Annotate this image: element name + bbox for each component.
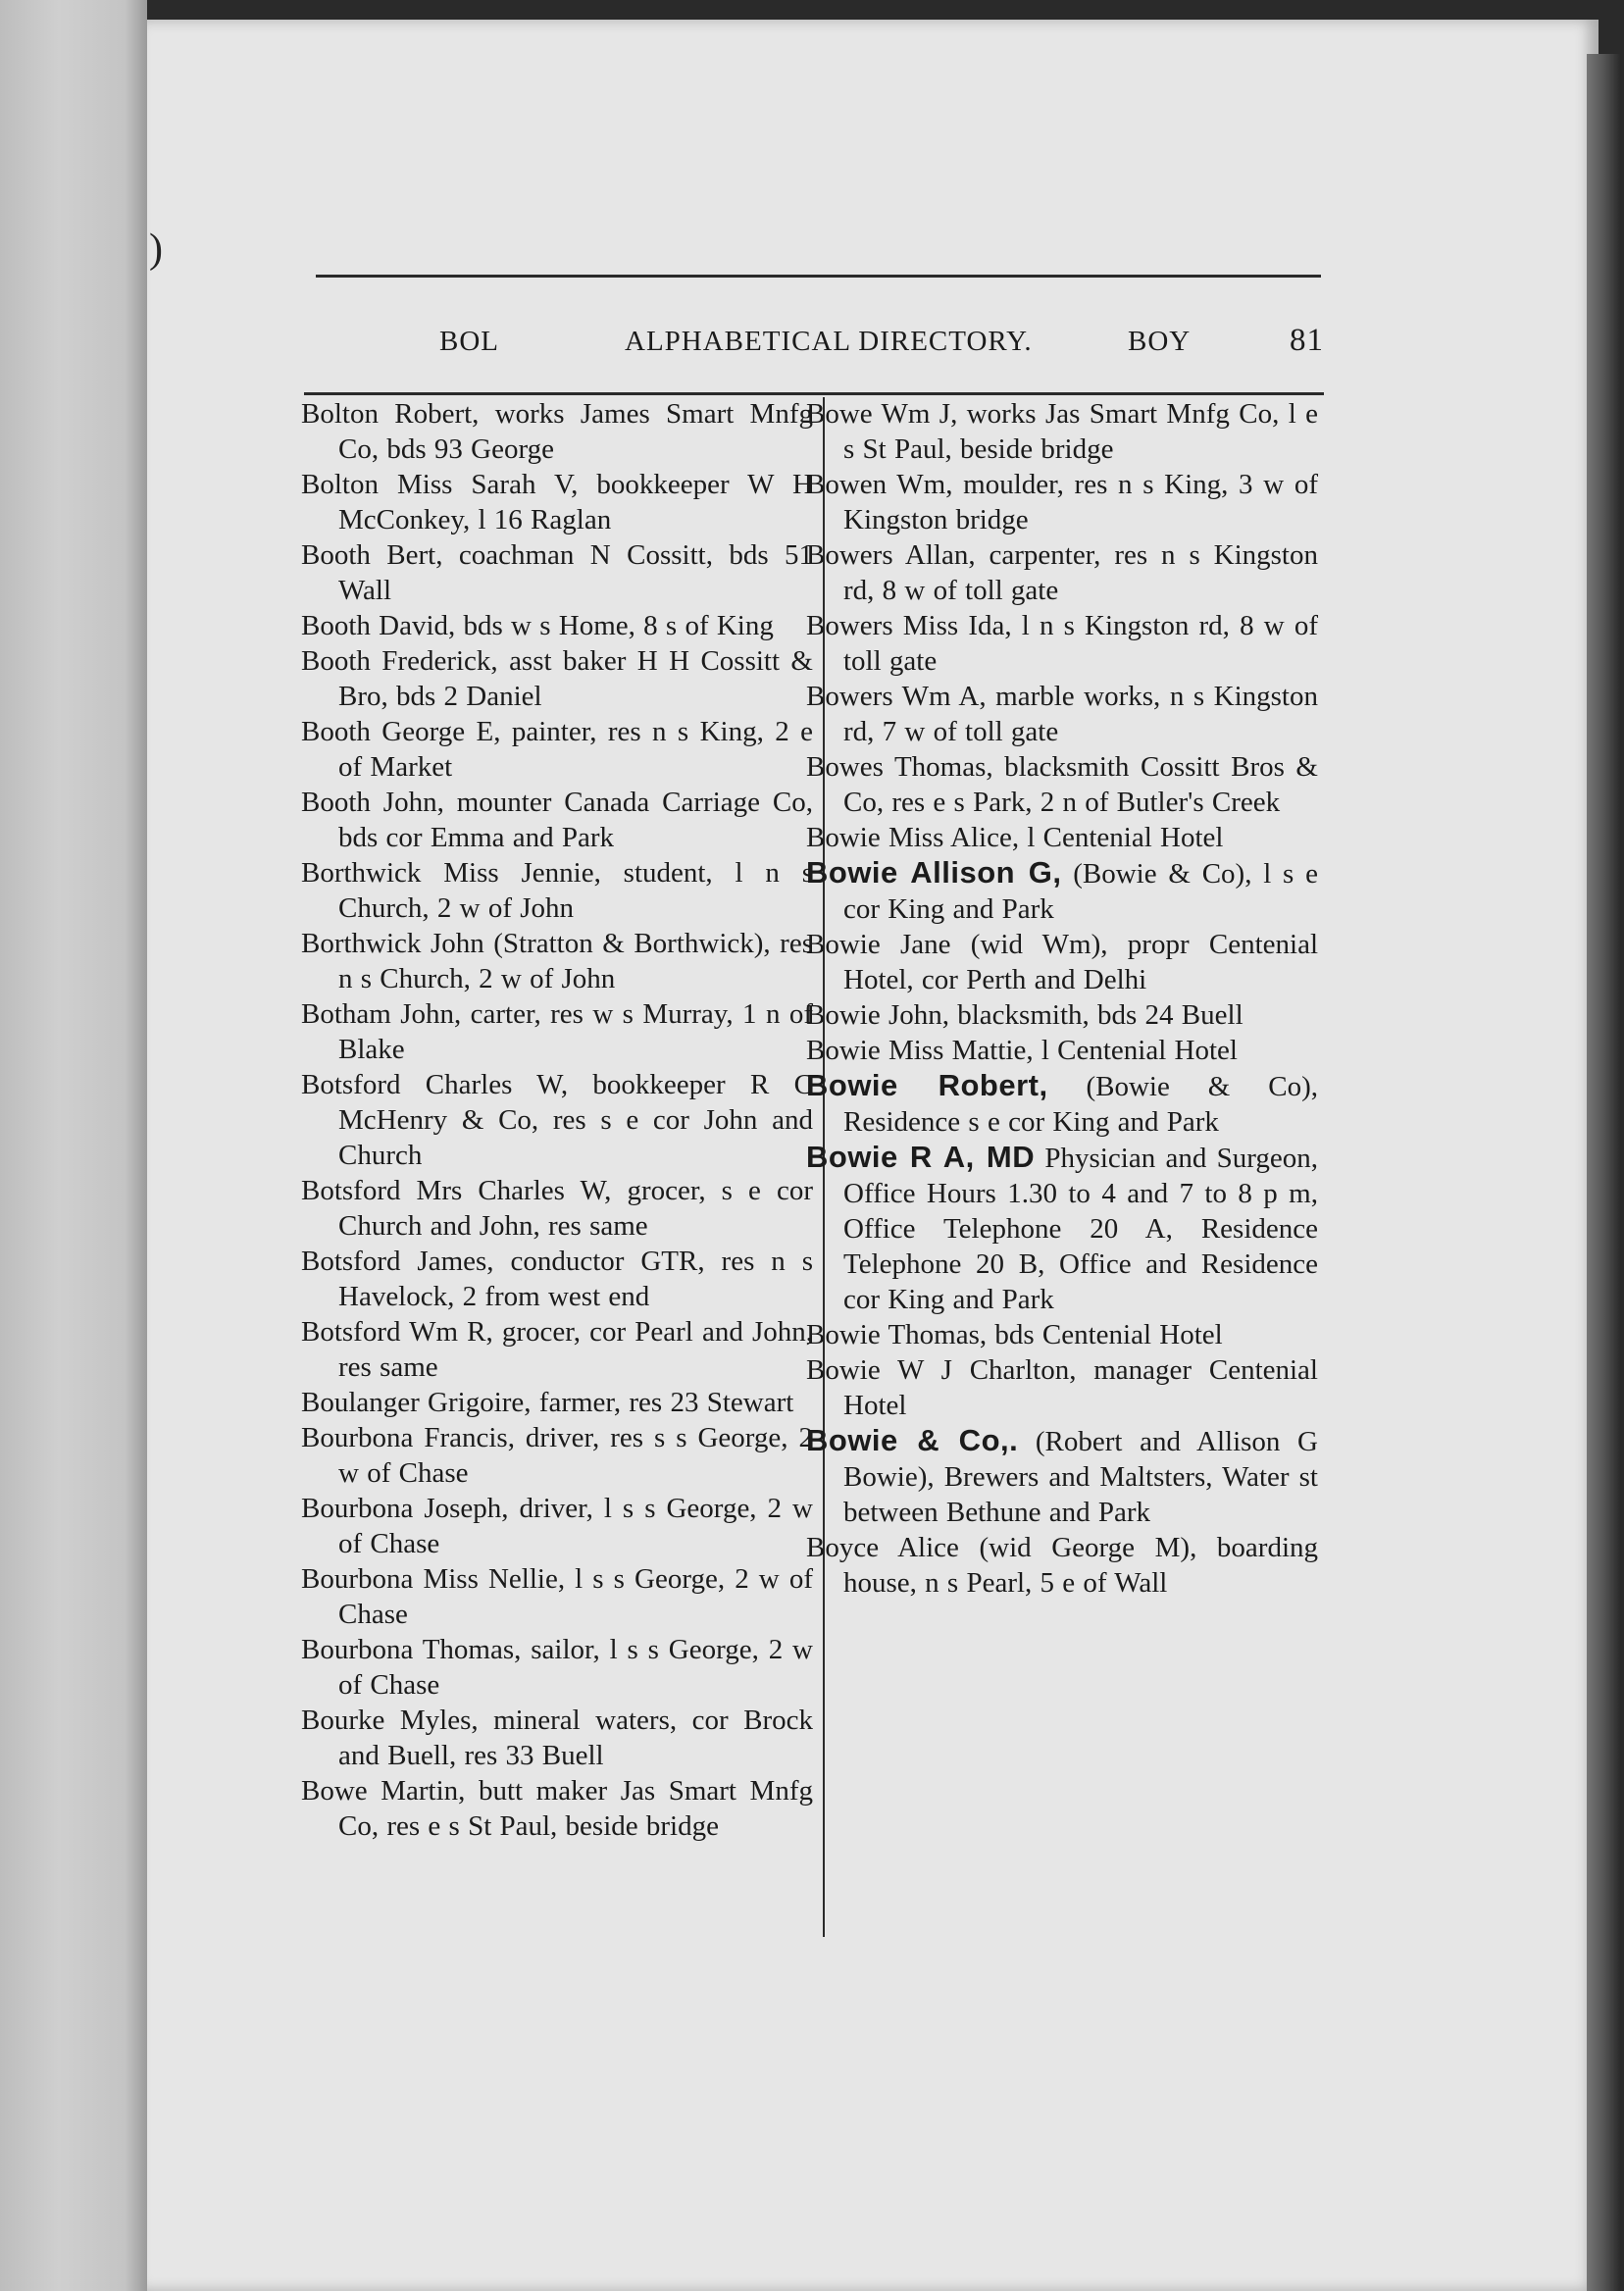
directory-entry: [806, 855, 1318, 927]
directory-entry: [301, 714, 813, 785]
directory-entry: [301, 608, 813, 643]
previous-page-edge: [0, 0, 147, 2291]
entry-text: (Robert and Allison G Bowie), Brewers and Maltsters, Water st between Bethune and Park: [843, 1426, 1318, 1528]
entry-text: Bowie John, blacksmith, bds 24 Buell: [806, 999, 1243, 1031]
entry-text: Bourbona Thomas, sailor, l s s George, 2 w of Chase: [301, 1634, 813, 1701]
directory-entry: [301, 1561, 813, 1632]
entry-text: Botsford Wm R, grocer, cor Pearl and John, res same: [301, 1316, 813, 1383]
entry-text: Bolton Robert, works James Smart Mnfg Co, bds 93 George: [301, 398, 813, 465]
entry-text: Borthwick John (Stratton & Borthwick), res n s Church, 2 w of John: [301, 928, 813, 994]
entry-bold-name: Bowie Allison G,: [806, 855, 1062, 890]
entry-bold-name: Bowie R A, MD: [806, 1140, 1036, 1174]
header-right-guide: BOY: [1128, 326, 1192, 357]
left-column: [301, 396, 813, 1844]
header-left-guide: BOL: [439, 326, 499, 357]
entry-bold-name: Bowie Robert,: [806, 1068, 1048, 1102]
entry-text: Boulanger Grigoire, farmer, res 23 Stewart: [301, 1387, 794, 1418]
page-number: 81: [1290, 323, 1324, 358]
entry-bold-name: Bowie & Co,.: [806, 1423, 1019, 1457]
entry-text: Bowen Wm, moulder, res n s King, 3 w of Kingston bridge: [806, 469, 1318, 535]
entry-text: Bowers Miss Ida, l n s Kingston rd, 8 w of toll gate: [806, 610, 1318, 677]
directory-entry: [301, 1773, 813, 1844]
directory-entry: [301, 1244, 813, 1314]
directory-entry: [301, 1067, 813, 1173]
directory-entry: [806, 1140, 1318, 1317]
header-top-rule: [316, 275, 1321, 278]
directory-entry: [301, 1314, 813, 1385]
entry-text: Bourbona Francis, driver, res s s George, 2 w of Chase: [301, 1422, 813, 1489]
directory-entry: [301, 1385, 813, 1420]
entry-text: Bowie Miss Alice, l Centenial Hotel: [806, 822, 1224, 853]
directory-entry: [806, 679, 1318, 749]
right-column: [806, 396, 1318, 1601]
directory-entry: [806, 1317, 1318, 1352]
header-title: ALPHABETICAL DIRECTORY.: [625, 326, 1033, 357]
entry-text: Bowes Thomas, blacksmith Cossitt Bros & Co, res e s Park, 2 n of Butler's Creek: [806, 751, 1318, 818]
directory-entry: [301, 1491, 813, 1561]
entry-text: Bowie Jane (wid Wm), propr Centenial Hotel, cor Perth and Delhi: [806, 929, 1318, 995]
entry-text: Bowe Wm J, works Jas Smart Mnfg Co, l e s St Paul, beside bridge: [806, 398, 1318, 465]
margin-mark: ): [149, 227, 163, 272]
directory-entry: [301, 643, 813, 714]
directory-entry: [806, 749, 1318, 820]
directory-entry: [806, 396, 1318, 467]
entry-text: Bowers Wm A, marble works, n s Kingston rd, 7 w of toll gate: [806, 681, 1318, 747]
directory-entry: [806, 820, 1318, 855]
entry-text: Bolton Miss Sarah V, bookkeeper W H McConkey, l 16 Raglan: [301, 469, 813, 535]
directory-entry: [806, 1530, 1318, 1601]
entry-text: Booth Frederick, asst baker H H Cossitt & Bro, bds 2 Daniel: [301, 645, 813, 712]
directory-entry: [301, 1632, 813, 1703]
entry-text: Booth David, bds w s Home, 8 s of King: [301, 610, 774, 641]
entry-text: Booth John, mounter Canada Carriage Co, bds cor Emma and Park: [301, 787, 813, 853]
entry-text: Boyce Alice (wid George M), boarding house, n s Pearl, 5 e of Wall: [806, 1532, 1318, 1599]
directory-entry: [806, 1423, 1318, 1530]
header-bottom-rule: [304, 392, 1324, 395]
directory-entry: [301, 785, 813, 855]
directory-entry: [806, 997, 1318, 1033]
entry-text: Bowe Martin, butt maker Jas Smart Mnfg Co, res e s St Paul, beside bridge: [301, 1775, 813, 1842]
entry-text: Bourke Myles, mineral waters, cor Brock and Buell, res 33 Buell: [301, 1705, 813, 1771]
directory-entry: [806, 927, 1318, 997]
entry-text: Bowie Miss Mattie, l Centenial Hotel: [806, 1035, 1238, 1066]
entry-text: Borthwick Miss Jennie, student, l n s Church, 2 w of John: [301, 857, 813, 924]
page-stack-edge: [1587, 54, 1620, 2291]
entry-text: (Bowie & Co), l s e cor King and Park: [843, 858, 1318, 925]
directory-entry: [806, 467, 1318, 537]
entry-text: Botsford James, conductor GTR, res n s Havelock, 2 from west end: [301, 1246, 813, 1312]
directory-entry: [806, 1068, 1318, 1140]
entry-text: (Bowie & Co), Residence s e cor King and Park: [843, 1071, 1318, 1138]
directory-entry: [301, 996, 813, 1067]
entry-text: Botsford Mrs Charles W, grocer, s e cor Church and John, res same: [301, 1175, 813, 1242]
entry-text: Booth Bert, coachman N Cossitt, bds 51 Wall: [301, 539, 813, 606]
directory-entry: [301, 855, 813, 926]
entry-text: Bourbona Miss Nellie, l s s George, 2 w of Chase: [301, 1563, 813, 1630]
entry-text: Botsford Charles W, bookkeeper R C McHenry & Co, res s e cor John and Church: [301, 1069, 813, 1171]
entry-text: Bourbona Joseph, driver, l s s George, 2 w of Chase: [301, 1493, 813, 1559]
directory-entry: [806, 608, 1318, 679]
directory-entry: [301, 1420, 813, 1491]
entry-text: Physician and Surgeon, Office Hours 1.30 to 4 and 7 to 8 p m, Office Telephone 20 A, Residence Telephone 20 B, Office and Residence cor King and Park: [843, 1143, 1319, 1315]
directory-entry: [301, 1703, 813, 1773]
directory-entry: [301, 467, 813, 537]
entry-text: Bowers Allan, carpenter, res n s Kingston rd, 8 w of toll gate: [806, 539, 1318, 606]
entry-text: Booth George E, painter, res n s King, 2 e of Market: [301, 716, 813, 783]
directory-entry: [301, 537, 813, 608]
directory-entry: [301, 1173, 813, 1244]
entry-text: Botham John, carter, res w s Murray, 1 n of Blake: [301, 998, 813, 1065]
directory-entry: [301, 926, 813, 996]
directory-entry: [806, 537, 1318, 608]
entry-text: Bowie Thomas, bds Centenial Hotel: [806, 1319, 1223, 1350]
directory-entry: [301, 396, 813, 467]
directory-entry: [806, 1352, 1318, 1423]
directory-entry: [806, 1033, 1318, 1068]
entry-text: Bowie W J Charlton, manager Centenial Hotel: [806, 1354, 1318, 1421]
